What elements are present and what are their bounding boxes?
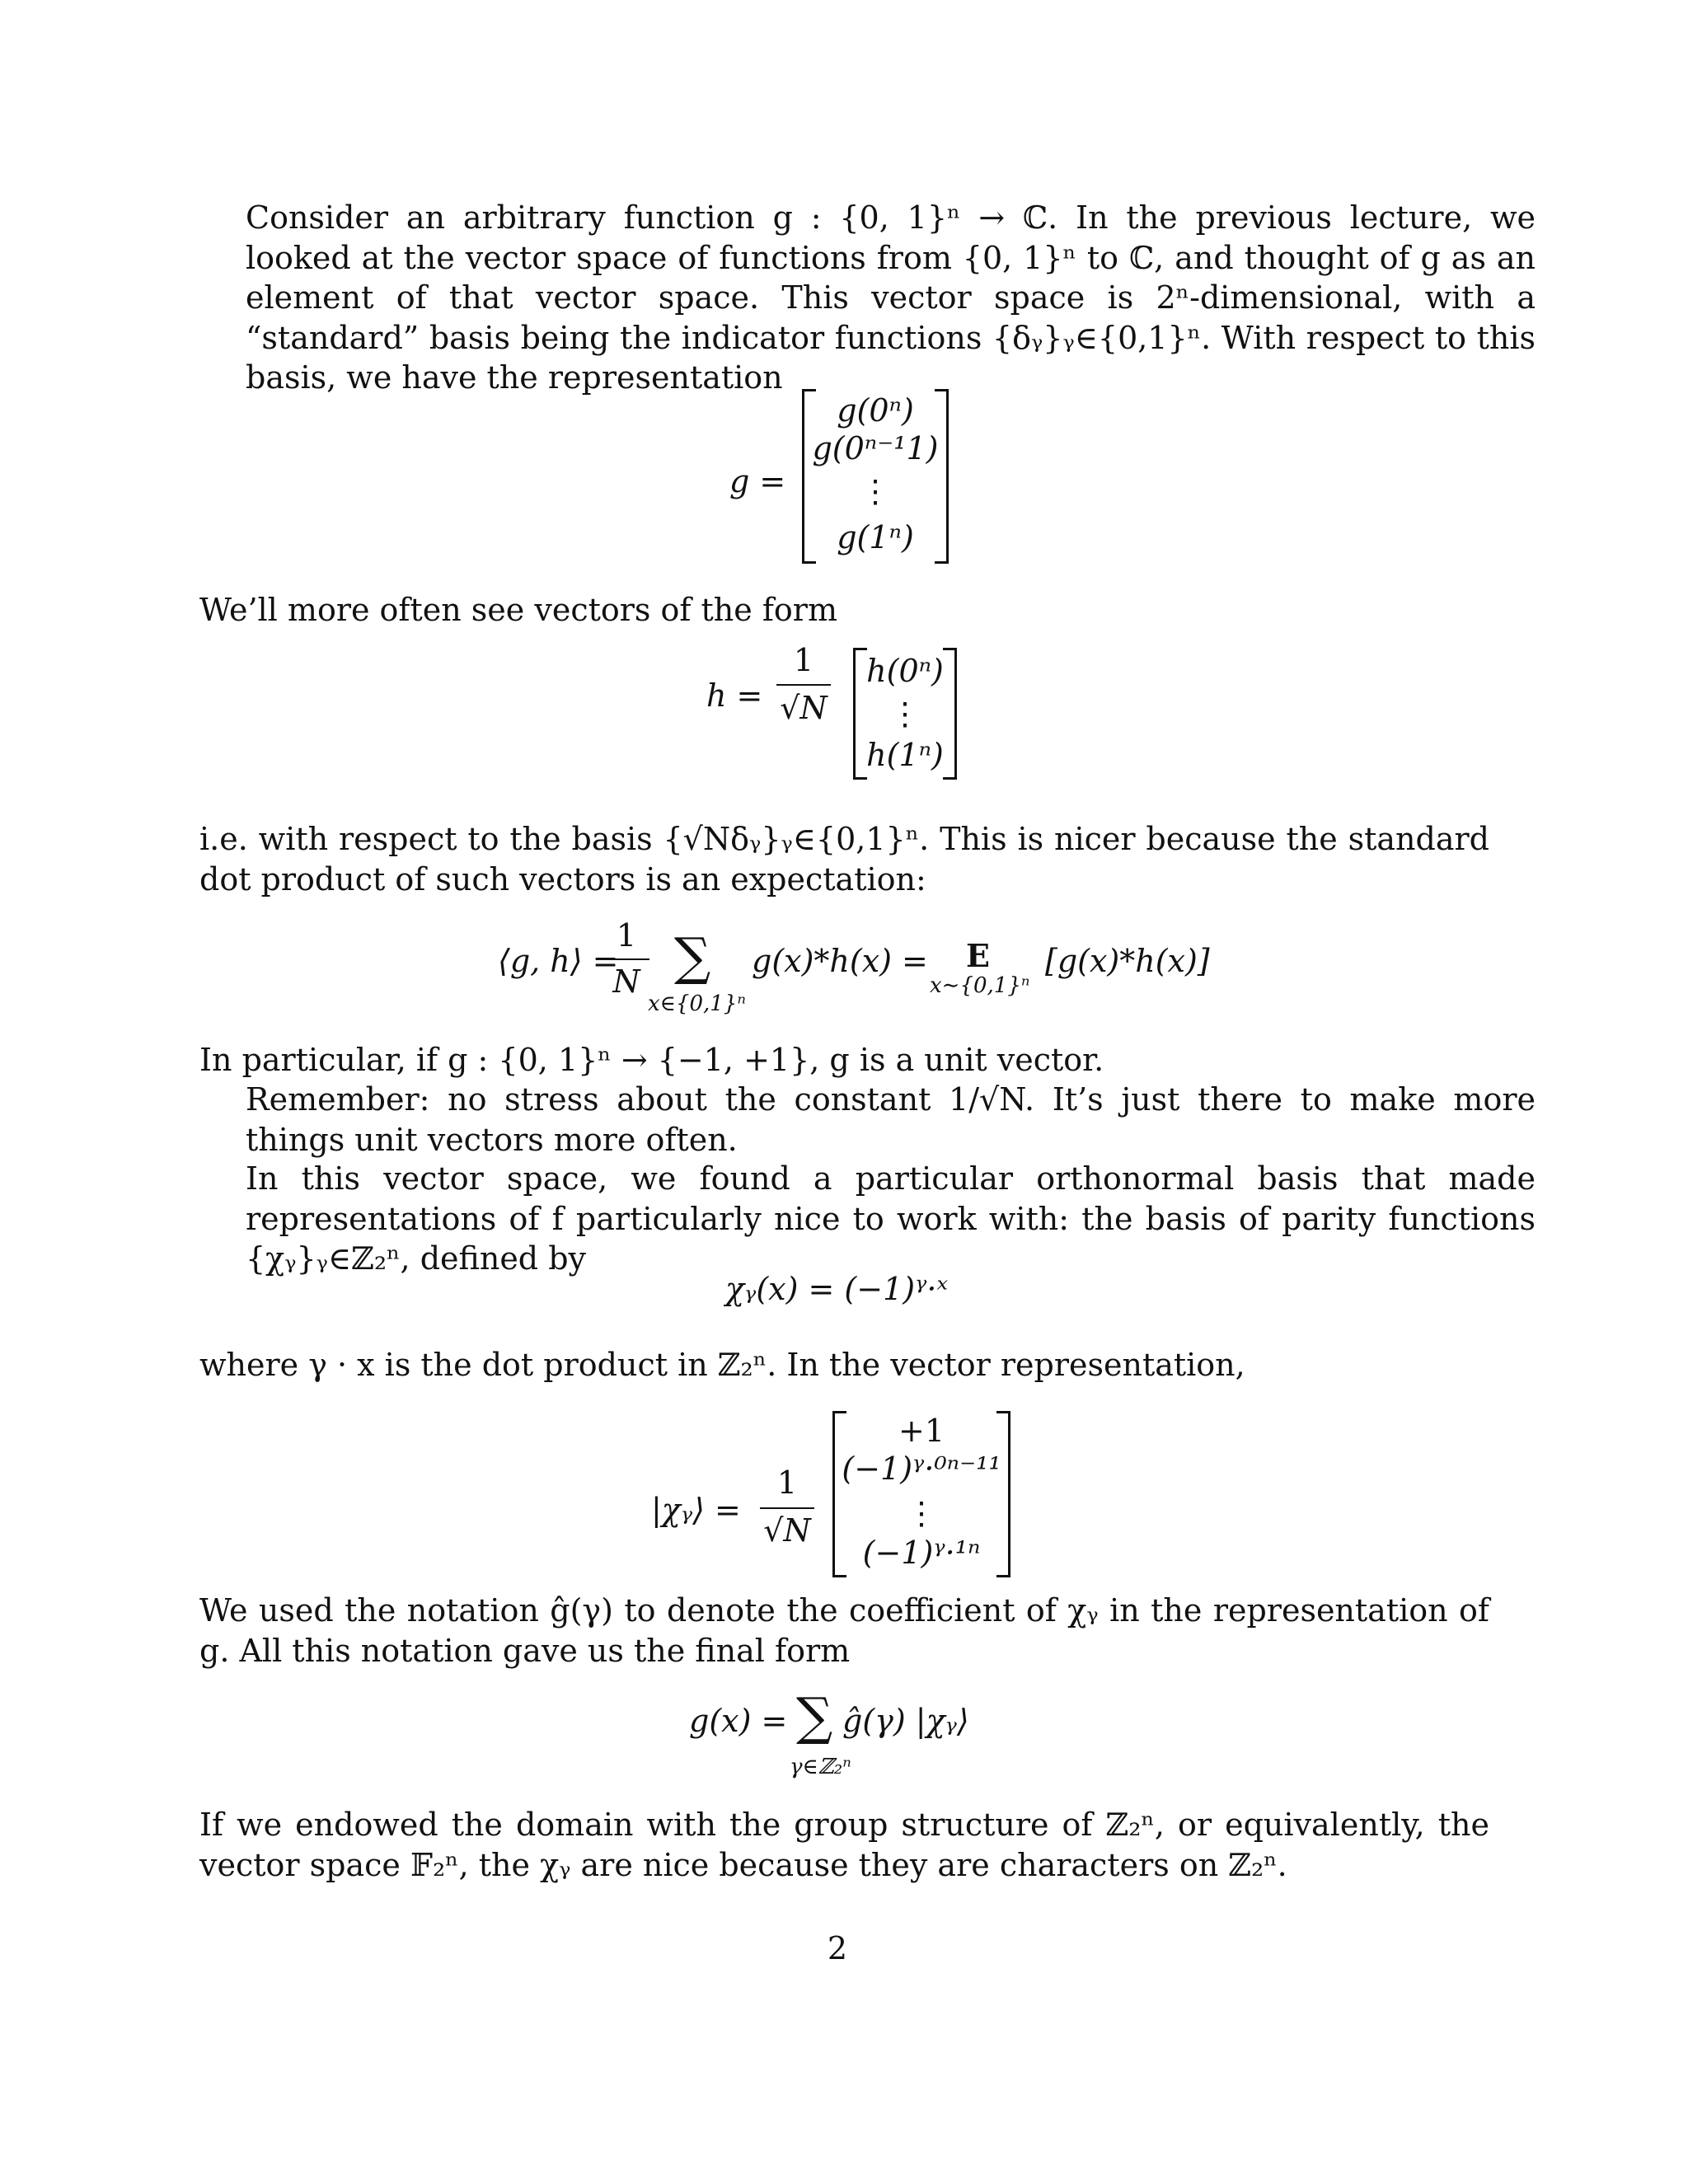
eq3-middle: g(x)*h(x) = (752, 943, 928, 979)
expectation-symbol: E (966, 937, 990, 974)
eq1-row: ⋮ (860, 473, 891, 509)
summation-symbol: ∑ (796, 1686, 833, 1746)
eq2-numerator: 1 (793, 642, 814, 678)
expectation-index: x∼{0,1}ⁿ (930, 973, 1030, 998)
eq5-denominator: √N (763, 1512, 811, 1549)
eq2-column-vector (853, 648, 957, 780)
fraction-bar (776, 684, 831, 686)
eq3-numerator: 1 (616, 917, 637, 954)
eq2-row: ⋮ (889, 696, 921, 732)
eq1-row: g(0ⁿ⁻¹1) (812, 430, 939, 466)
dot-product-sentence: where γ · x is the dot product in ℤ₂ⁿ. In the vector representation, (199, 1347, 1245, 1383)
intro-paragraph: Consider an arbitrary function g : {0, 1}ⁿ → ℂ. In the previous lecture, we looked at the vector space of functions from {0, 1}ⁿ to ℂ, and thought of g as an element of that vector space. This vector space is 2ⁿ-dimensional, with a “standard” basis being the indicator functions {δᵧ}ᵧ∈{0,1}ⁿ. With respect to this basis, we have the representation (246, 199, 1536, 396)
eq1-row: g(0ⁿ) (837, 392, 914, 429)
summation-symbol: ∑ (674, 926, 711, 987)
eq3-rhs: [g(x)*h(x)] (1045, 943, 1210, 979)
eq3-denominator: N (612, 963, 640, 1000)
characters-paragraph: If we endowed the domain with the group structure of ℤ₂ⁿ, or equivalently, the vector space 𝔽₂ⁿ, the χᵧ are nice because they are characters on ℤ₂ⁿ. (199, 1807, 1489, 1883)
eq5-lhs: |χᵧ⟩ = (651, 1492, 741, 1528)
eq6-lhs: g(x) = (689, 1703, 788, 1739)
unit-vector-sentence: In particular, if g : {0, 1}ⁿ → {−1, +1}, g is a unit vector. (199, 1042, 1104, 1078)
eq5-row: ⋮ (906, 1495, 937, 1531)
eq2-denominator: √N (780, 690, 828, 726)
eq5-row: +1 (898, 1413, 945, 1449)
eq1-column-vector (802, 389, 949, 564)
eq5-row: (−1)ᵞ·⁰ⁿ⁻¹¹ (842, 1451, 1001, 1487)
page-number: 2 (827, 1930, 848, 1966)
basis-paragraph: i.e. with respect to the basis {√Nδᵧ}ᵧ∈{0,1}ⁿ. This is nicer because the standard dot product of such vectors is an expectation: (199, 821, 1489, 898)
eq2-row: h(0ⁿ) (866, 653, 944, 689)
summation-index: x∈{0,1}ⁿ (648, 991, 746, 1016)
remember-paragraph: Remember: no stress about the constant 1/√N. It’s just there to make more things unit vectors more often. (246, 1081, 1536, 1158)
summation-index: γ∈ℤ₂ⁿ (790, 1755, 851, 1779)
eq1-row: g(1ⁿ) (837, 519, 914, 555)
inner-product-lhs: ⟨g, h⟩ = (498, 943, 619, 979)
fraction-bar (760, 1507, 814, 1509)
eq6-rhs: ĝ(γ) |χᵧ⟩ (842, 1703, 969, 1739)
eq2-lhs: h = (706, 677, 763, 714)
eq5-column-vector (832, 1411, 1010, 1577)
fraction-bar (603, 958, 649, 960)
eq5-numerator: 1 (776, 1465, 798, 1501)
eq5-row: (−1)ᵞ·¹ⁿ (862, 1535, 981, 1571)
form-sentence: We’ll more often see vectors of the form (199, 592, 837, 628)
eq1-lhs: g = (729, 463, 786, 499)
orthonormal-paragraph: In this vector space, we found a particular orthonormal basis that made representations of f particularly nice to work with: the basis of parity functions {χᵧ}ᵧ∈ℤ₂ⁿ, defined by (246, 1160, 1536, 1277)
parity-function-definition: χᵧ(x) = (−1)ᵞ·ˣ (725, 1271, 948, 1307)
eq2-row: h(1ⁿ) (866, 737, 944, 773)
notation-paragraph: We used the notation ĝ(γ) to denote the coefficient of χᵧ in the representation of g. All this notation gave us the final form (199, 1592, 1489, 1669)
